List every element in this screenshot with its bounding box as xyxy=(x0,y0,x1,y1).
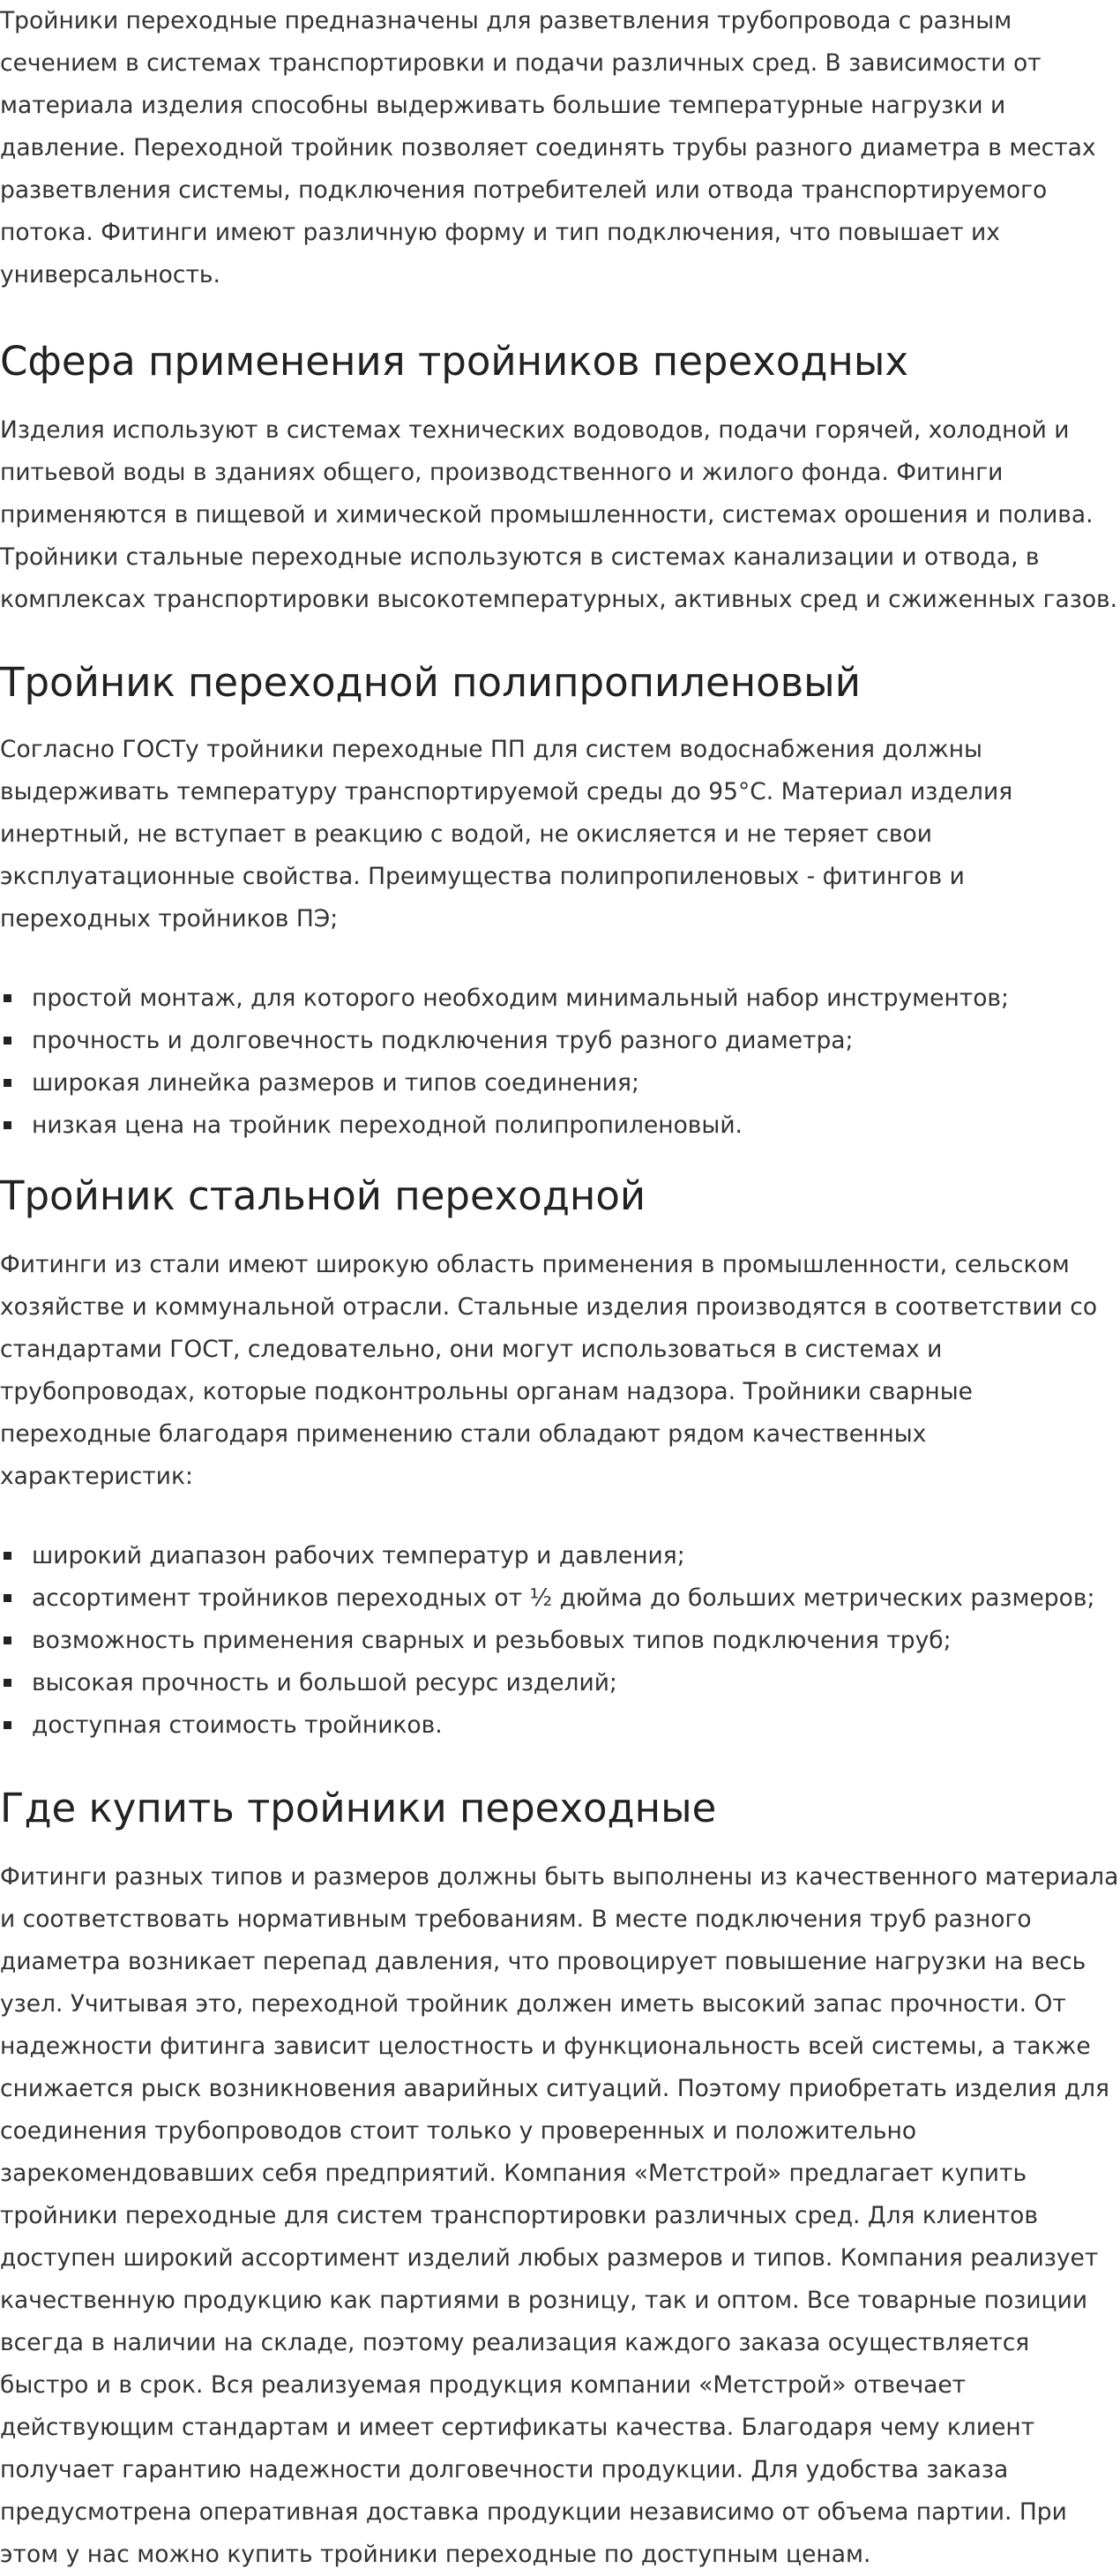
square-bullet-icon xyxy=(4,1594,11,1602)
list-item-text: ассортимент тройников переходных от ½ дюйма до больших метрических размеров; xyxy=(32,1584,1095,1612)
list-item xyxy=(0,1535,1120,1577)
list-item-text: простой монтаж, для которого необходим минимальный набор инструментов; xyxy=(32,985,1009,1012)
list-item-text: широкий диапазон рабочих температур и давления; xyxy=(32,1542,685,1569)
list-item xyxy=(0,977,1120,1020)
heading-where-to-buy: Где купить тройники переходные xyxy=(0,1785,717,1831)
square-bullet-icon xyxy=(4,1636,11,1644)
list-polypropylene-advantages xyxy=(0,977,1120,1147)
paragraph-where-to-buy: Фитинги разных типов и размеров должны быть выполнены из качественного материала и соответствовать нормативным требованиям. В месте подключения труб разного диаметра возникает перепад давления, что провоцирует повышение нагрузки на весь узел. Учитывая это, переходной тройник должен иметь высокий запас прочности. От надежности фитинга зависит целостность и функциональность всей системы, а также снижается рыск возникновения аварийных ситуаций. Поэтому приобретать изделия для соединения трубопроводов стоит только у проверенных и положительно зарекомендовавших себя предприятий. Компания «Метстрой» предлагает купить тройники переходные для систем транспортировки различных сред. Для клиентов доступен широкий ассортимент изделий любых размеров и типов. Компания реализует качественную продукцию как партиями в розницу, так и оптом. Все товарные позиции всегда в наличии на складе, поэтому реализация каждого заказа осуществляется быстро и в срок. Вся реализуемая продукция компании «Метстрой» отвечает действующим стандартам и имеет сертификаты качества. Благодаря чему клиент получает гарантию надежности долговечности продукции. Для удобства заказа предусмотрена оперативная доставка продукции независимо от объема партии. При этом у нас можно купить тройники переходные по доступным ценам. xyxy=(0,1863,1119,2568)
square-bullet-icon xyxy=(4,1079,11,1087)
list-steel-characteristics xyxy=(0,1535,1120,1747)
square-bullet-icon xyxy=(4,1721,11,1729)
list-item-text: широкая линейка размеров и типов соединения; xyxy=(32,1069,639,1097)
list-item-text: возможность применения сварных и резьбовых типов подключения труб; xyxy=(32,1627,952,1654)
square-bullet-icon xyxy=(4,1121,11,1129)
list-item xyxy=(0,1704,1120,1747)
list-item xyxy=(0,1062,1120,1105)
list-item-text: доступная стоимость тройников. xyxy=(32,1711,443,1739)
list-item xyxy=(0,1020,1120,1062)
square-bullet-icon xyxy=(4,1552,11,1560)
square-bullet-icon xyxy=(4,1679,11,1687)
list-item xyxy=(0,1577,1120,1620)
square-bullet-icon xyxy=(4,994,11,1002)
list-item-text: прочность и долговечность подключения труб разного диаметра; xyxy=(32,1027,854,1054)
paragraph-polypropylene: Согласно ГОСТу тройники переходные ПП для систем водоснабжения должны выдерживать температуру транспортируемой среды до 95°C. Материал изделия инертный, не вступает в реакцию с водой, не окисляется и не теряет свои эксплуатационные свойства. Преимущества полипропиленовых - фитингов и переходных тройников ПЭ; xyxy=(0,736,1013,932)
list-item xyxy=(0,1105,1120,1147)
list-item xyxy=(0,1620,1120,1662)
heading-polypropylene: Тройник переходной полипропиленовый xyxy=(0,659,861,706)
list-item xyxy=(0,1662,1120,1704)
square-bullet-icon xyxy=(4,1037,11,1045)
paragraph-steel: Фитинги из стали имеют широкую область применения в промышленности, сельском хозяйстве и коммунальной отрасли. Стальные изделия производятся в соответствии со стандартами ГОСТ, следовательно, они могут использоваться в системах и трубопроводах, которые подконтрольны органам надзора. Тройники сварные переходные благодаря применению стали обладают рядом качественных характеристик: xyxy=(0,1251,1098,1490)
paragraph-sphere: Изделия используют в системах технических водоводов, подачи горячей, холодной и питьевой воды в зданиях общего, производственного и жилого фонда. Фитинги применяются в пищевой и химической промышленности, системах орошения и полива. Тройники стальные переходные используются в системах канализации и отвода, в комплексах транспортировки высокотемпературных, активных сред и сжиженных газов. xyxy=(0,416,1118,613)
list-item-text: низкая цена на тройник переходной полипропиленовый. xyxy=(32,1112,743,1139)
intro-paragraph: Тройники переходные предназначены для разветвления трубопровода с разным сечением в системах транспортировки и подачи различных сред. В зависимости от материала изделия способны выдерживать большие температурные нагрузки и давление. Переходной тройник позволяет соединять трубы разного диаметра в местах разветвления системы, подключения потребителей или отвода транспортируемого потока. Фитинги имеют различную форму и тип подключения, что повышает их универсальность. xyxy=(0,7,1096,288)
heading-sphere: Сфера применения тройников переходных xyxy=(0,338,909,385)
heading-steel: Тройник стальной переходной xyxy=(0,1172,646,1219)
list-item-text: высокая прочность и большой ресурс изделий; xyxy=(32,1669,617,1696)
